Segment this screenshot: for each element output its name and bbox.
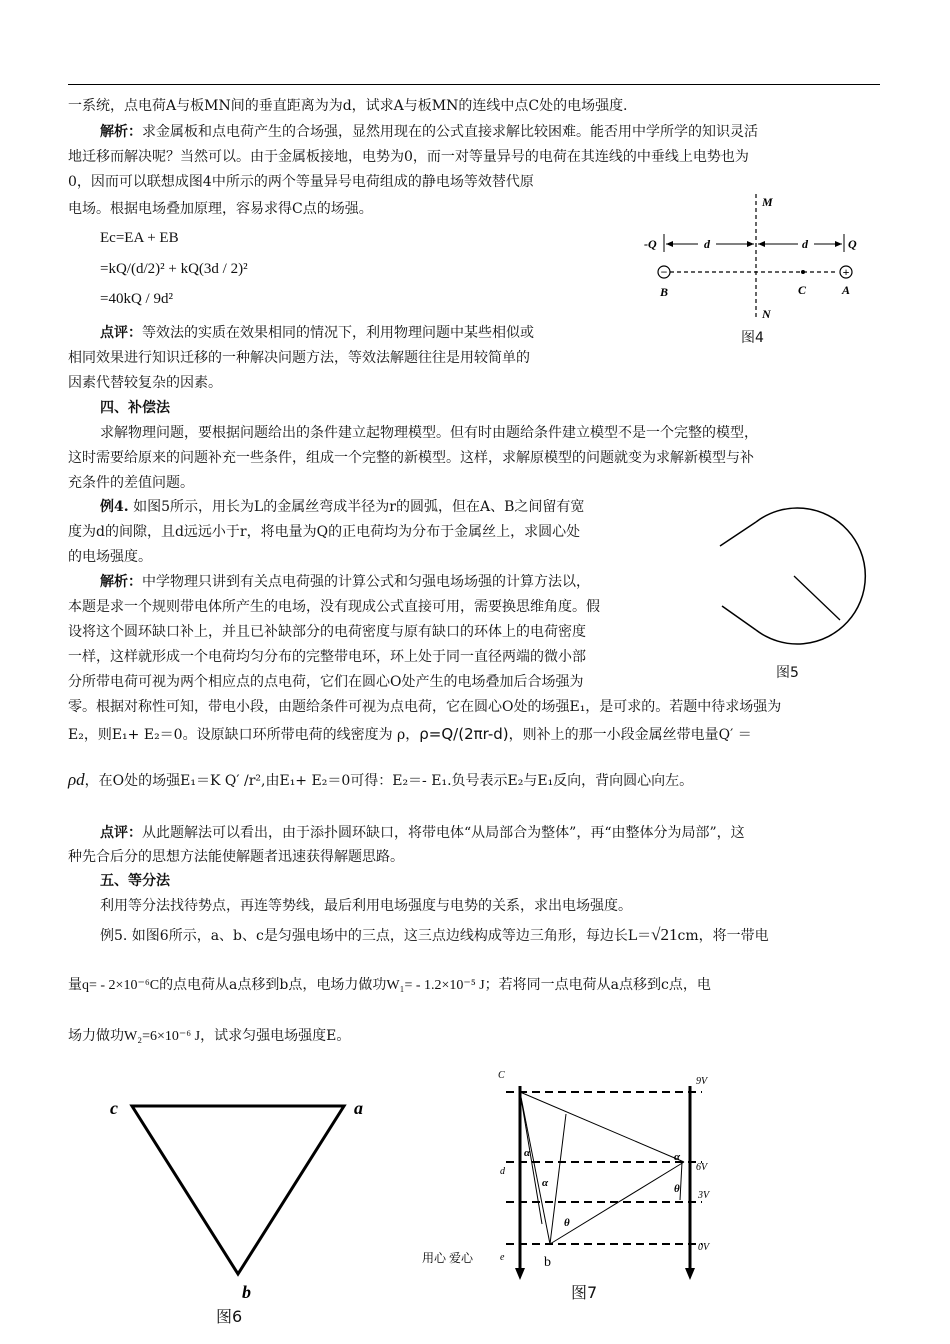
text-line: 0，因而可以联想成图4中所示的两个等量异号电荷组成的静电场等效替代原 (68, 174, 534, 190)
label-9v: 9V (696, 1076, 708, 1087)
text-line (100, 122, 758, 142)
label-comment: 点评： (100, 825, 142, 841)
label-theta: θ (564, 1217, 570, 1229)
text-line (68, 724, 752, 745)
label-c: C (498, 1070, 505, 1081)
label-neg-q: -Q (644, 237, 657, 251)
label-alpha: α (524, 1147, 531, 1159)
formula-line: Ec=EA + EB (100, 230, 179, 246)
text-line: 设将这个圆环缺口补上，并且已补缺部分的电荷密度与原有缺口的环体上的电荷密度 (68, 624, 586, 640)
side-ca (520, 1092, 684, 1162)
text-line (100, 497, 584, 517)
text-span: 从此题解法可以看出，由于添扑圆环缺口，将带电体“从局部合为整体”，再“由整体分为局部”，这 (142, 825, 745, 841)
label-a: a (354, 1098, 363, 1118)
label-d: d (500, 1166, 505, 1177)
gap-edge-b (722, 606, 756, 630)
label-analysis: 解析： (100, 124, 142, 140)
text-span: 场力做功 (68, 1028, 124, 1044)
minus-sign: − (660, 265, 668, 279)
arrow-head (666, 241, 673, 247)
text-line (100, 572, 590, 592)
label-m: M (762, 195, 773, 209)
text-span: 的点电荷从a点移到b点，电场力做功 (159, 977, 387, 993)
label-a: A (842, 283, 851, 297)
label-b: b (544, 1255, 551, 1270)
plus-sign: + (842, 265, 850, 279)
label-pos-q: Q (848, 237, 857, 251)
label-theta: θ (674, 1183, 680, 1195)
text-line: 分所带电荷可视为两个相应点的点电荷，它们在圆心O处产生的电场叠加后合场强为 (68, 674, 584, 690)
formula-line: =kQ/(d/2)² + kQ(3d / 2)² (100, 261, 248, 277)
text-line: 一样，这样就形成一个电荷均匀分布的完整带电环，环上处于同一直径两端的微小部 (68, 649, 586, 665)
text-span: 等效法的实质在效果相同的情况下，利用物理问题中某些相似或 (142, 325, 534, 341)
formula-inline: √21 (651, 925, 678, 944)
arrow-head (515, 1268, 525, 1280)
label-6v: 6V (696, 1162, 708, 1173)
text-line (68, 975, 711, 996)
text-line: 零。根据对称性可知，带电小段，由题给条件可视为点电荷，它在圆心O处的场强E₁，是可求的。若题中待求场强为 (68, 699, 782, 715)
text-line: 度为d的间隙，且d远远小于r，将电量为Q的正电荷均为分布于金属丝上，求圆心处 (68, 524, 581, 540)
label-alpha: α (542, 1177, 549, 1189)
label-3v: 3V (698, 1190, 710, 1201)
text-span: 例5. 如图6所示，a、b、c是匀强电场中的三点，这三点边线构成等边三角形，每边长L＝ (100, 928, 652, 944)
text-span: cm，将一带电 (677, 928, 769, 944)
header-rule (68, 84, 880, 85)
text-line: 电场。根据电场叠加原理，容易求得C点的场强。 (68, 201, 373, 217)
label-c: c (110, 1098, 118, 1118)
label-d: d (802, 237, 808, 251)
section-heading: 五、等分法 (100, 873, 170, 889)
formula-inline: W₂=6×10⁻⁶ J (124, 1029, 201, 1044)
figure-7 (418, 1064, 738, 1284)
text-line: 这时需要给原来的问题补充一些条件，组成一个完整的新模型。这样，求解原模型的问题就变为求解新模型与补 (68, 450, 754, 466)
formula-inline: ρd (68, 770, 85, 789)
text-line: 利用等分法找待势点，再连等势线，最后利用电场强度与电势的关系，求出电场强度。 (100, 898, 632, 914)
section-heading: 四、补偿法 (100, 400, 170, 416)
figure-6-caption: 图6 (216, 1307, 243, 1326)
text-span: ，在O处的场强E₁＝K Q′ /r²,由E₁+ E₂＝0可得：E₂＝- E₁.负号表示E₂与E₁反向，背向圆心向左。 (84, 773, 694, 789)
text-line: 求解物理问题，要根据问题给出的条件建立起物理模型。但有时由题给条件建立模型不是一个完整的模型， (100, 425, 758, 441)
text-line (68, 1026, 350, 1047)
text-line (100, 823, 745, 843)
point-c (801, 270, 805, 274)
figure-4-caption: 图4 (741, 330, 764, 346)
arrow-head (758, 241, 765, 247)
arrow-head (747, 241, 754, 247)
figure-5 (712, 496, 872, 666)
text-line: 的电场强度。 (68, 549, 152, 565)
formula-inline: W₁= - 1.2×10⁻⁵ J (386, 978, 485, 993)
label-d: d (704, 237, 710, 251)
formula-inline: q= - 2×10⁻⁶C (82, 978, 160, 993)
charged-ring-arc (756, 508, 865, 644)
text-line: 地迁移而解决呢？当然可以。由于金属板接地，电势为0，而一对等量异号的电荷在其连线的中垂线上电势也为 (68, 149, 749, 165)
formula-line: =40kQ / 9d² (100, 291, 173, 307)
text-span: ，则补上的那一小段金属丝带电量Q′ ＝ (508, 727, 752, 743)
label-0v: 0V (698, 1242, 710, 1253)
label-e: e (500, 1252, 505, 1263)
text-line: 一系统，点电荷A与板MN间的垂直距离为为d，试求A与板MN的连线中点C处的电场强度. (68, 98, 628, 114)
text-span: E₂，则E₁+ E₂＝0。设原缺口环所带电荷的线密度为 ρ， (68, 727, 420, 743)
text-span: 求金属板和点电荷产生的合场强，显然用现在的公式直接求解比较困难。能否用中学所学的知识灵活 (142, 124, 758, 140)
text-line (100, 323, 534, 343)
arrow-head (685, 1268, 695, 1280)
footer-text: 用心 爱心 (422, 1251, 474, 1265)
figure-5-caption: 图5 (776, 665, 799, 681)
figure-7-caption: 图7 (571, 1283, 598, 1302)
arrow-head (835, 241, 842, 247)
text-span: ；若将同一点电荷从a点移到c点，电 (484, 977, 711, 993)
label-b: b (242, 1282, 251, 1302)
text-span: 如图5所示，用长为L的金属丝弯成半径为r的圆弧，但在A、B之间留有宽 (133, 499, 585, 515)
text-line: 因素代替较复杂的因素。 (68, 375, 222, 391)
text-span: 中学物理只讲到有关点电荷强的计算公式和匀强电场场强的计算方法以， (142, 574, 590, 590)
label-c: C (798, 283, 807, 297)
text-span: 量 (68, 977, 82, 993)
example-label: 例4. (100, 499, 129, 515)
text-line: 种先合后分的思想方法能使解题者迅速获得解题思路。 (68, 849, 404, 865)
side-cb (520, 1092, 550, 1244)
text-line (100, 925, 769, 946)
figure-4 (638, 190, 878, 350)
formula-inline: ρ=Q/(2πr-d) (419, 725, 509, 743)
text-line: 充条件的差值问题。 (68, 475, 194, 491)
text-line (68, 770, 693, 791)
gap-edge-a (720, 522, 756, 546)
label-b: B (660, 285, 669, 299)
label-comment: 点评： (100, 325, 142, 341)
text-span: ，试求匀强电场强度E。 (200, 1028, 351, 1044)
label-n: N (762, 307, 771, 321)
helper-line (680, 1162, 682, 1200)
label-alpha: α (674, 1151, 681, 1163)
equilateral-triangle (132, 1106, 344, 1274)
figure-6 (100, 1090, 380, 1305)
text-line: 本题是求一个规则带电体所产生的电场，没有现成公式直接可用，需要换思维角度。假 (68, 599, 600, 615)
text-line: 相同效果进行知识迁移的一种解决问题方法，等效法解题往往是用较简单的 (68, 350, 530, 366)
radius-line (794, 576, 840, 620)
label-analysis: 解析： (100, 574, 142, 590)
